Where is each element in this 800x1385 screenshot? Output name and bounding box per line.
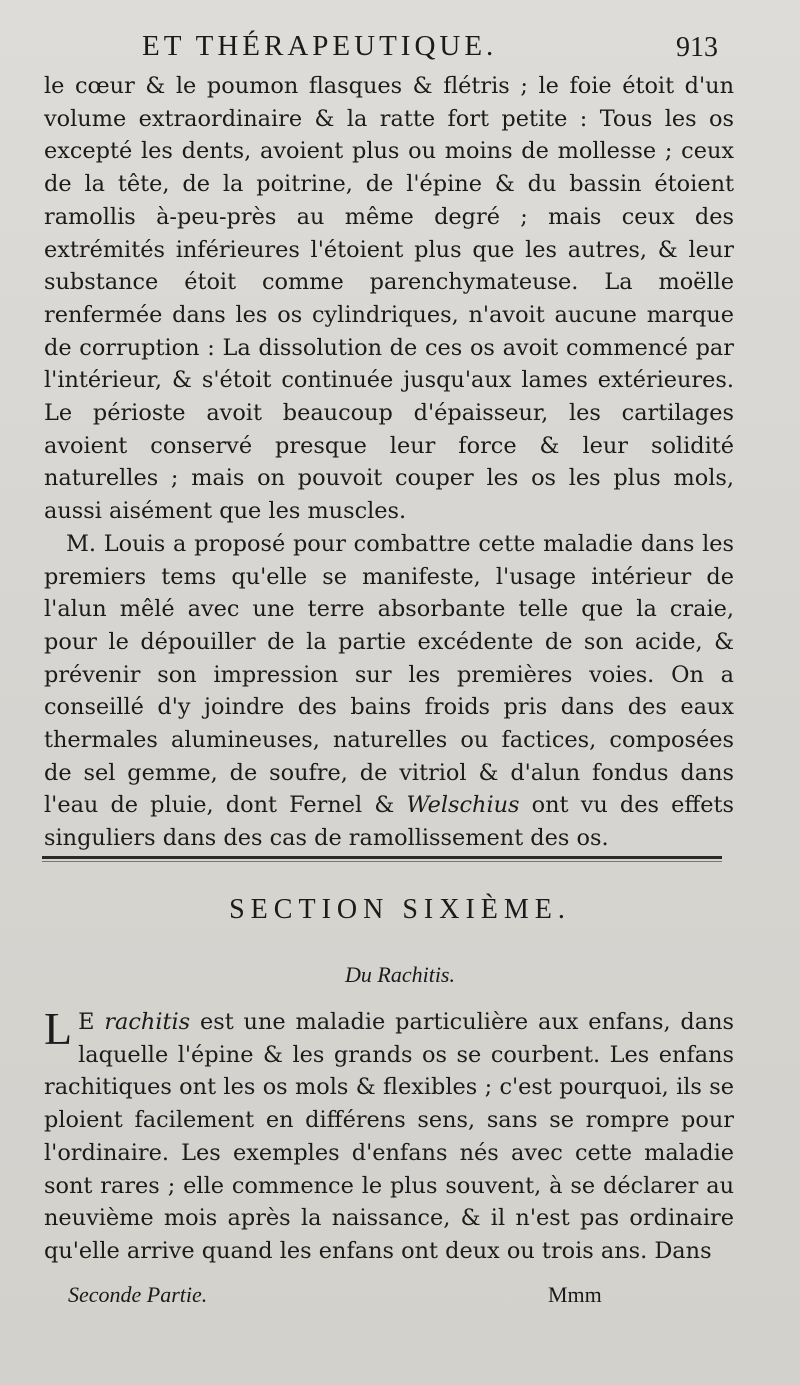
rachitis-italic: rachitis [104,1009,191,1035]
first-word-rest: E [78,1009,95,1035]
section-paragraph-text: est une maladie particulière aux enfans, dans laquelle l'épine & les grands os se courbent. Les enfans rachitiques ont les os mols & flexibles ; c'est pourquoi, ils se ploient facilement en différens sens, sans se rompre pour l'ordinaire. Les exemples d'enfans nés avec cette maladie sont rares ; elle commence le plus souvent, à se déclarer au neuvième mois après la naissance, & il n'est pas ordinaire qu'elle arrive quand les enfans ont deux ou trois ans. Dans [44,1009,734,1264]
paragraph-2-text-1: M. Louis a proposé pour combattre cette maladie dans les premiers tems qu'elle se manifeste, l'usage intérieur de l'alun mêlé avec une terre absorbante telle que la craie, pour le dépouiller de la partie excédente de son acide, & prévenir son impression sur les premières voies. On a conseillé d'y joindre des bains froids pris dans des eaux thermales alumineuses, naturelles ou factices, composées de sel gemme, de soufre, de vitriol & d'alun fondus dans l'eau de pluie, dont Fernel & [44,530,734,819]
section-divider [42,856,722,859]
paragraph-2 [44,528,734,855]
signature-note: Seconde Partie. [68,1282,208,1307]
section-title: SECTION SIXIÈME. [229,894,571,925]
main-text [44,70,734,855]
running-head: ET THÉRAPEUTIQUE. [142,30,498,62]
paragraph-1: le cœur & le poumon flasques & flétris ; le foie étoit d'un volume extraordinaire & la ratte fort petite : Tous les os excepté les dents, avoient plus ou moins de mollesse ; ceux de la tête, de la poitrine, de l'épine & du bassin étoient ramollis à-peu-près au même degré ; mais ceux des extrémités inférieures l'étoient plus que les autres, & leur substance étoit comme parenchymateuse. La moëlle renfermée dans les os cylindriques, n'avoit aucune marque de corruption : La dissolution de ces os avoit commencé par l'intérieur, & s'étoit continuée jusqu'aux lames extérieures. Le périoste avoit beaucoup d'épaisseur, les cartilages avoient conservé presque leur force & leur solidité naturelles ; mais on pouvoit couper les os les plus mols, aussi aisément que les muscles. [44,73,734,525]
page-header [0,26,800,70]
section-paragraph [44,1003,734,1268]
dropcap: L [44,1003,73,1054]
welschius-italic: Welschius [406,792,520,819]
paragraph-2-text-2: ont vu des effets singuliers dans des cas de ramollissement des os. [44,792,734,852]
section-subtitle: Du Rachitis. [345,962,455,987]
signature-mark: Mmm [548,1282,602,1307]
page-number: 913 [676,32,718,63]
section-divider-thin [42,861,722,862]
section-text [44,1003,734,1268]
